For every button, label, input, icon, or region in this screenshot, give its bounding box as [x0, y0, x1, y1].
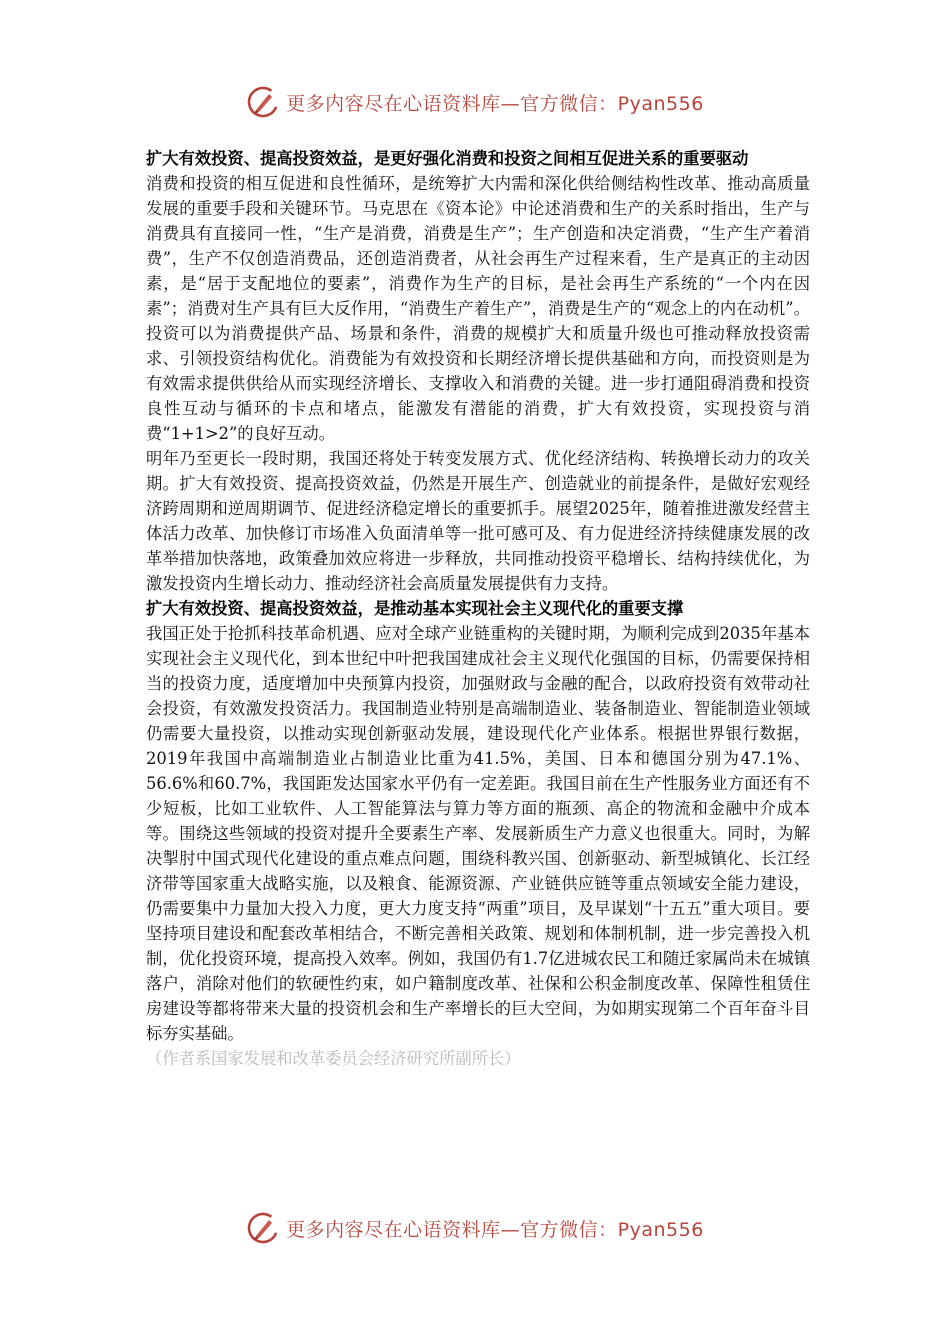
pen-nib-logo-icon [246, 1211, 280, 1245]
banner-text: 更多内容尽在心语资料库—官方微信：Pyan556 [286, 92, 704, 115]
paragraph: 我国正处于抢抓科技革命机遇、应对全球产业链重构的关键时期，为顺利完成到2035年基本实现社会主义现代化，到本世纪中叶把我国建成社会主义现代化强国的目标，仍需要保持相当的投资力度，适度增加中央预算内投资，加强财政与金融的配合，以政府投资有效带动社会投资，有效激发投资活力。我国制造业特别是高端制造业、装备制造业、智能制造业领域仍需要大量投资，以推动实现创新驱动发展，建设现代化产业体系。根据世界银行数据，2019年我国中高端制造业占制造业比重为41.5%，美国、日本和德国分别为47.1%、56.6%和60.7%，我国距发达国家水平仍有一定差距。我国目前在生产性服务业方面还有不少短板，比如工业软件、人工智能算法与算力等方面的瓶颈、高企的物流和金融中介成本等。围绕这些领域的投资对提升全要素生产率、发展新质生产力意义也很重大。同时，为解决掣肘中国式现代化建设的重点难点问题，围绕科教兴国、创新驱动、新型城镇化、长江经济带等国家重大战略实施，以及粮食、能源资源、产业链供应链等重点领域安全能力建设，仍需要集中力量加大投入力度，更大力度支持“两重”项目，及早谋划“十五五”重大项目。要坚持项目建设和配套改革相结合，不断完善相关政策、规划和体制机制，进一步完善投入机制，优化投资环境，提高投入效率。例如，我国仍有1.7亿进城农民工和随迁家属尚未在城镇落户，消除对他们的软硬性约束，如户籍制度改革、社保和公积金制度改革、保障性租赁住房建设等都将带来大量的投资机会和生产率增长的巨大空间，为如期实现第二个百年奋斗目标夯实基础。 [146, 624, 810, 1043]
author-byline: （作者系国家发展和改革委员会经济研究所副所长） [146, 1049, 521, 1068]
footer-banner [0, 1210, 950, 1246]
header-banner [0, 84, 950, 120]
section-heading: 扩大有效投资、提高投资效益，是更好强化消费和投资之间相互促进关系的重要驱动 [146, 149, 749, 168]
paragraph: 明年乃至更长一段时期，我国还将处于转变发展方式、优化经济结构、转换增长动力的攻关期。扩大有效投资、提高投资效益，仍然是开展生产、创造就业的前提条件，是做好宏观经济跨周期和逆周期调节、促进经济稳定增长的重要抓手。展望2025年，随着推进激发经营主体活力改革、加快修订市场准入负面清单等一批可感可及、有力促进经济持续健康发展的改革举措加快落地，政策叠加效应将进一步释放，共同推动投资平稳增长、结构持续优化，为激发投资内生增长动力、推动经济社会高质量发展提供有力支持。 [146, 449, 810, 593]
section-heading: 扩大有效投资、提高投资效益，是推动基本实现社会主义现代化的重要支撑 [146, 599, 684, 618]
pen-nib-logo-icon [246, 85, 280, 119]
paragraph: 消费和投资的相互促进和良性循环，是统筹扩大内需和深化供给侧结构性改革、推动高质量发展的重要手段和关键环节。马克思在《资本论》中论述消费和生产的关系时指出，生产与消费具有直接同一性，“生产是消费，消费是生产”；生产创造和决定消费，“生产生产着消费”，生产不仅创造消费品，还创造消费者，从社会再生产过程来看，生产是真正的主动因素，是“居于支配地位的要素”，消费作为生产的目标，是社会再生产系统的“一个内在因素”；消费对生产具有巨大反作用，“消费生产着生产”，消费是生产的“观念上的内在动机”。投资可以为消费提供产品、场景和条件，消费的规模扩大和质量升级也可推动释放投资需求、引领投资结构优化。消费能为有效投资和长期经济增长提供基础和方向，而投资则是为有效需求提供供给从而实现经济增长、支撑收入和消费的关键。进一步打通阻碍消费和投资良性互动与循环的卡点和堵点，能激发有潜能的消费，扩大有效投资，实现投资与消费“1+1>2”的良好互动。 [146, 174, 810, 443]
article-body [146, 146, 810, 1071]
banner-text: 更多内容尽在心语资料库—官方微信：Pyan556 [286, 1218, 704, 1241]
